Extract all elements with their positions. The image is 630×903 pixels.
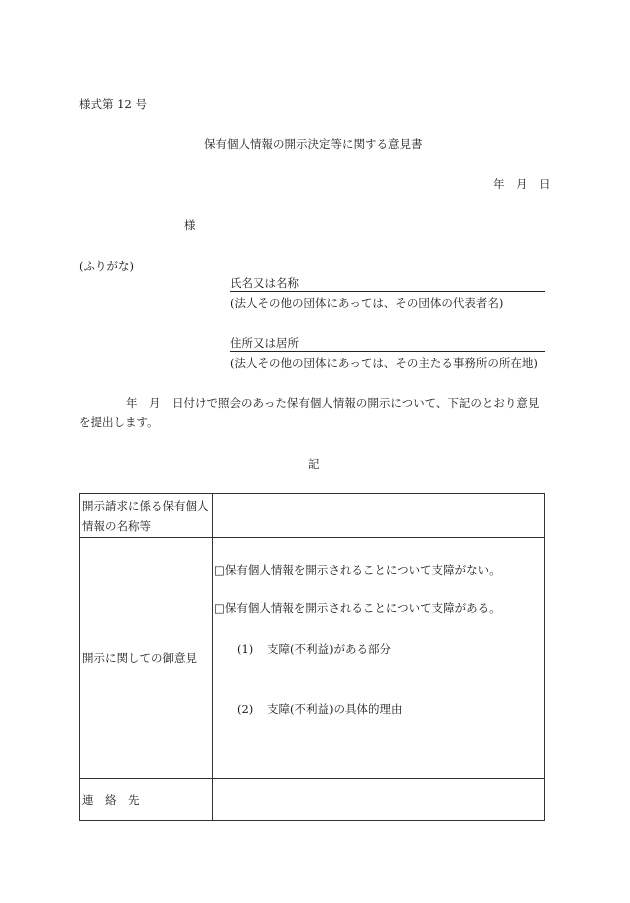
option-issue-checkbox[interactable]: □保有個人情報を開示されることについて支障がある。 [214,601,501,615]
body-text-line1: 年 月 日付けで照会のあった保有個人情報の開示について、下記のとおり意見 [126,396,540,410]
item1-label: 支障(不利益)がある部分 [267,642,391,656]
address-field-note: (法人その他の団体にあっては、その主たる事務所の所在地) [230,356,538,370]
name-field-underline[interactable] [230,291,545,292]
row-label-opinion: 開示に関しての御意見 [80,538,213,779]
addressee-honorific: 様 [184,218,196,232]
date-line: 年 月 日 [493,177,551,191]
option-no-issue-checkbox[interactable]: □保有個人情報を開示されることについて支障がない。 [214,563,501,577]
name-field-note: (法人その他の団体にあっては、その団体の代表者名) [230,296,504,310]
opinion-cell [213,538,545,779]
address-field-underline[interactable] [230,351,545,352]
furigana-label: (ふりがな) [79,259,134,273]
info-name-field[interactable] [213,494,545,538]
name-field-label: 氏名又は名称 [230,276,299,290]
row-label-info-name: 開示請求に係る保有個人 情報の名称等 [80,494,213,538]
form-number: 様式第 12 号 [79,97,147,111]
ki-heading: 記 [308,457,320,471]
contact-field[interactable] [213,779,545,821]
address-field-label: 住所又は居所 [230,336,299,350]
opinion-table [79,493,545,821]
row-label-contact: 連 絡 先 [80,779,213,821]
document-title: 保有個人情報の開示決定等に関する意見書 [204,137,423,151]
item2-number: (2) [237,702,254,716]
item2-label: 支障(不利益)の具体的理由 [267,702,403,716]
body-text-line2: を提出します。 [79,415,159,429]
item1-number: (1) [237,642,254,656]
